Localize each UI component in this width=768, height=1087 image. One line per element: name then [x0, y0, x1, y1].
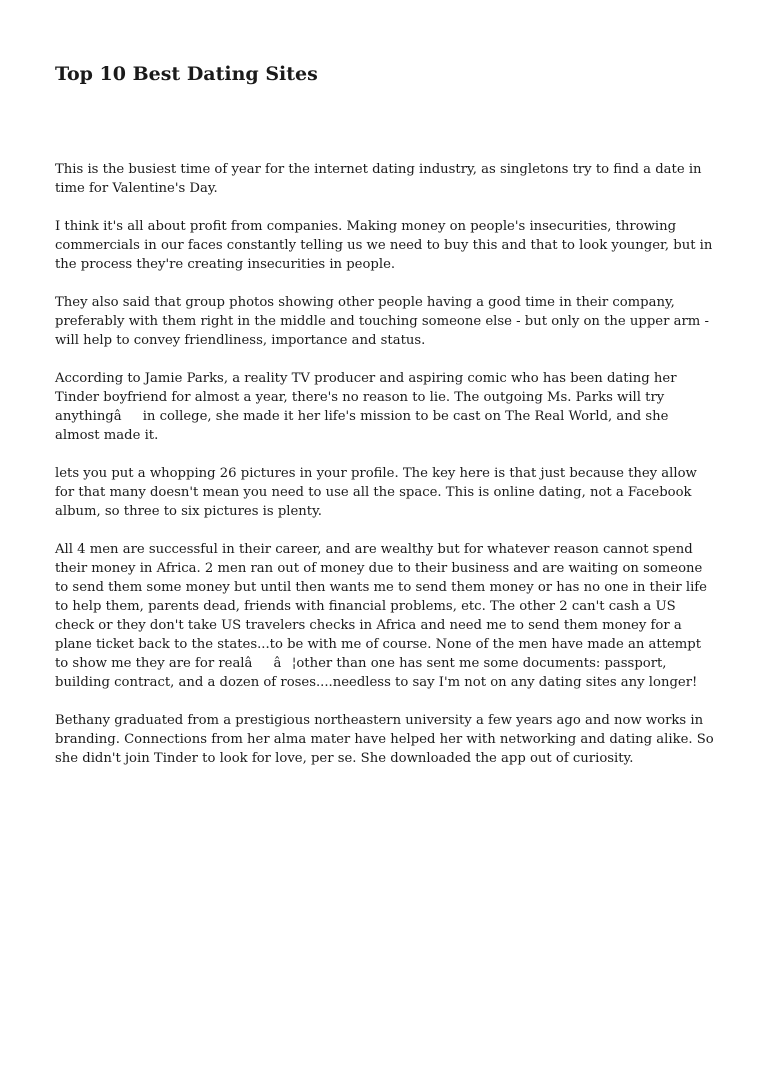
- paragraph-7: Bethany graduated from a prestigious northeastern university a few years ago and now works in branding. Connections from her alma mater have helped her with networking and dating alike. So she didn't join Tinder to look for love, per se. She downloaded the app out of curiosity.: [55, 713, 714, 766]
- document-title: Top 10 Best Dating Sites: [55, 63, 318, 85]
- paragraph-3: They also said that group photos showing other people having a good time in their company, preferably with them right in the middle and touching someone else - but only on the upper arm - will help to convey friendliness, importance and status.: [55, 295, 709, 348]
- document-body: [55, 160, 717, 787]
- paragraph-4: According to Jamie Parks, a reality TV producer and aspiring comic who has been dating her Tinder boyfriend for almost a year, there's no reason to lie. The outgoing Ms. Parks will try anythingâin college, she made it her life's mission to be cast on The Real World, and she almost made it.: [55, 371, 677, 443]
- paragraph-1: This is the busiest time of year for the internet dating industry, as singletons try to find a date in time for Valentine's Day.: [55, 162, 702, 196]
- paragraph-5: lets you put a whopping 26 pictures in your profile. The key here is that just because they allow for that many doesn't mean you need to use all the space. This is online dating, not a Facebook album, so three to six pictures is plenty.: [55, 466, 697, 519]
- paragraph-6: All 4 men are successful in their career, and are wealthy but for whatever reason cannot spend their money in Africa. 2 men ran out of money due to their business and are waiting on someone to send them some money but until then wants me to send them money or has no one in their life to help them, parents dead, friends with financial problems, etc. The other 2 can't cash a US check or they don't take US travelers checks in Africa and need me to send them money for a plane ticket back to the states...to be with me of course. None of the men have made an attempt to show me they are for realââ¦other than one has sent me some documents: passport, building contract, and a dozen of roses....needless to say I'm not on any dating sites any longer!: [55, 542, 707, 690]
- paragraph-2: I think it's all about profit from companies. Making money on people's insecurities, throwing commercials in our faces constantly telling us we need to buy this and that to look younger, but in the process they're creating insecurities in people.: [55, 219, 713, 272]
